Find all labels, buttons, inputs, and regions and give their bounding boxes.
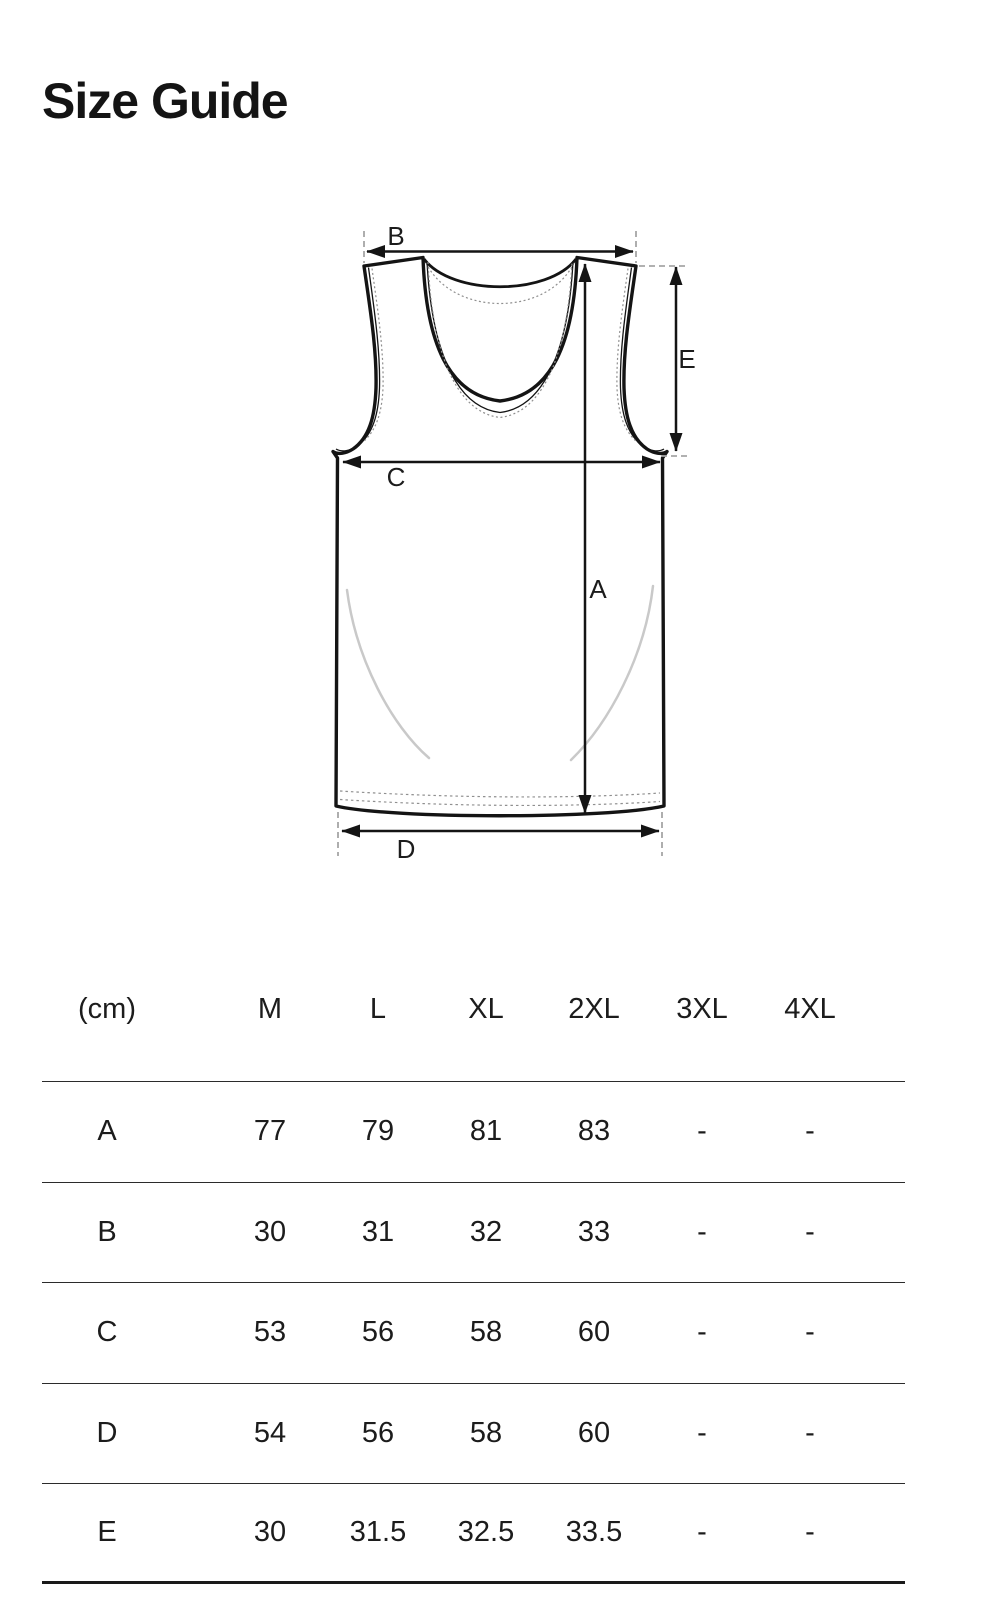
table-cell: - — [697, 1416, 707, 1449]
table-cell: 53 — [253, 1316, 287, 1349]
table-cell: 32 — [469, 1215, 503, 1248]
table-cell: 60 — [577, 1316, 611, 1349]
table-cell: 33.5 — [565, 1515, 623, 1548]
page-title: Size Guide — [42, 73, 288, 129]
row-label: E — [97, 1515, 117, 1548]
garment-drawing — [333, 258, 667, 816]
table-cell: - — [805, 1115, 815, 1148]
header-col-3xl: 3XL — [676, 993, 728, 1025]
table-cell: 58 — [469, 1416, 503, 1449]
table-cell: - — [805, 1316, 815, 1349]
table-cell: 31.5 — [349, 1515, 407, 1548]
back-neckline-stitch — [426, 263, 574, 304]
table-cell: 32.5 — [457, 1515, 515, 1548]
table-cell: - — [805, 1416, 815, 1449]
header-unit-label: (cm) — [78, 993, 136, 1025]
table-cell: - — [697, 1316, 707, 1349]
back-neckline — [424, 259, 576, 287]
header-col-xl: XL — [468, 993, 504, 1025]
measurement-label-c: C — [386, 462, 406, 492]
table-cell: - — [697, 1115, 707, 1148]
row-label: B — [97, 1215, 117, 1248]
table-cell: 83 — [577, 1115, 611, 1148]
table-cell: 60 — [577, 1416, 611, 1449]
measurement-label-a: A — [589, 574, 607, 604]
header-col-l: L — [369, 993, 387, 1025]
table-cell: 77 — [253, 1115, 287, 1148]
table-cell: 79 — [361, 1115, 395, 1148]
row-label: A — [97, 1115, 117, 1148]
measurement-label-d: D — [396, 834, 416, 864]
table-header-row — [42, 950, 905, 1081]
table-row-d — [42, 1383, 905, 1484]
measurement-label-e: E — [678, 344, 696, 374]
header-col-2xl: 2XL — [568, 993, 620, 1025]
table-row-a — [42, 1081, 905, 1182]
table-cell: 30 — [253, 1215, 287, 1248]
table-cell: 56 — [361, 1316, 395, 1349]
table-cell: - — [697, 1515, 707, 1548]
table-cell: - — [805, 1215, 815, 1248]
table-row-b — [42, 1182, 905, 1283]
garment-outline — [333, 258, 667, 816]
table-cell: 81 — [469, 1115, 503, 1148]
row-label: C — [96, 1316, 118, 1349]
table-cell: 31 — [361, 1215, 395, 1248]
table-cell: 58 — [469, 1316, 503, 1349]
table-cell: 30 — [253, 1515, 287, 1548]
header-col-4xl: 4XL — [784, 993, 836, 1025]
tank-top-diagram — [300, 215, 700, 875]
table-cell: 33 — [577, 1215, 611, 1248]
measurement-label-b: B — [387, 221, 405, 251]
table-cell: - — [697, 1215, 707, 1248]
row-label: D — [96, 1416, 118, 1449]
table-row-e — [42, 1483, 905, 1584]
table-row-c — [42, 1282, 905, 1383]
table-cell: 56 — [361, 1416, 395, 1449]
table-cell: - — [805, 1515, 815, 1548]
tank-top-diagram-svg — [300, 215, 700, 875]
size-table — [42, 950, 905, 1584]
header-col-m: M — [257, 993, 283, 1025]
table-cell: 54 — [253, 1416, 287, 1449]
